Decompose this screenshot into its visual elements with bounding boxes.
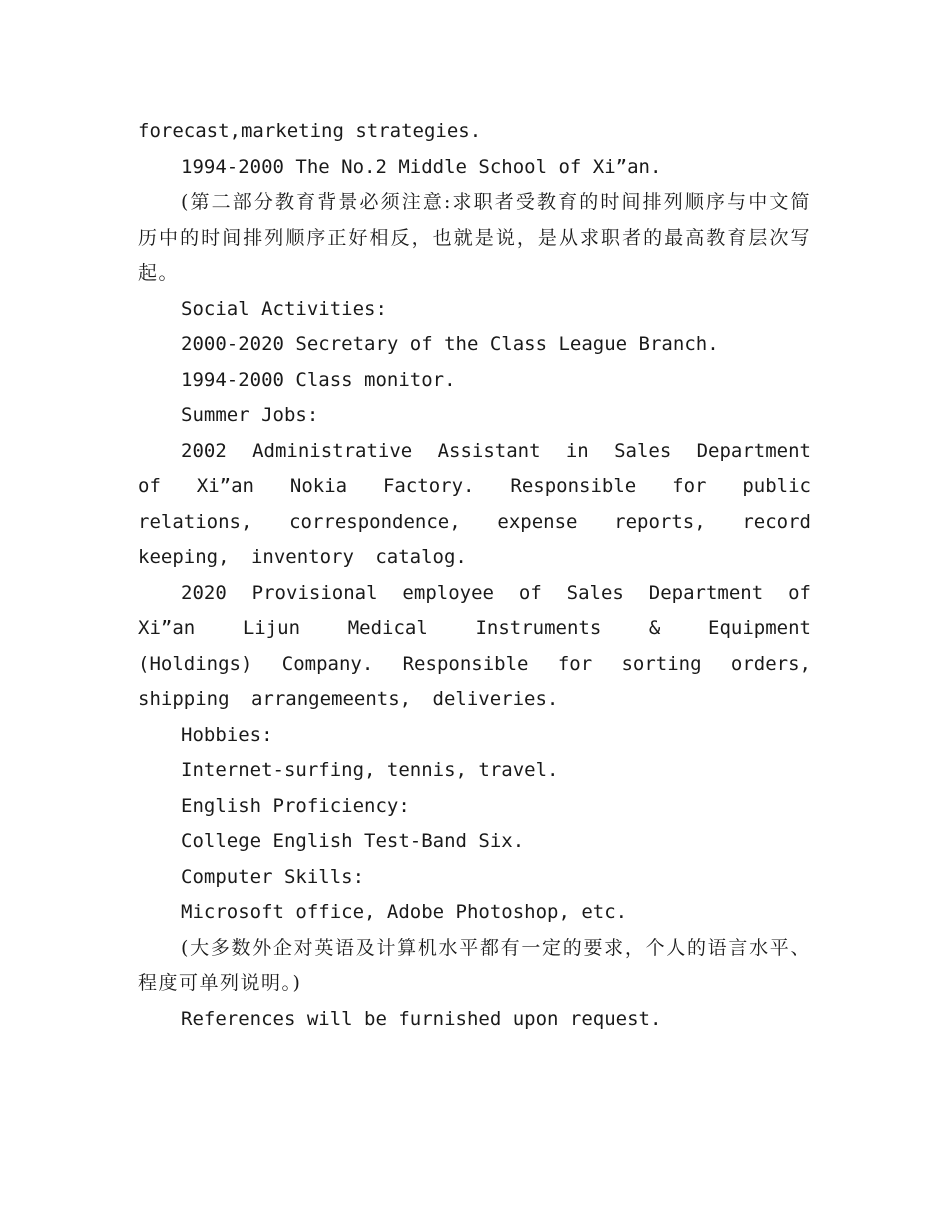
- computer-skills-heading: Computer Skills:: [181, 865, 365, 888]
- marketing-line: forecast,marketing strategies.: [138, 120, 482, 142]
- computer-skills-value: Microsoft office, Adobe Photoshop, etc.: [181, 901, 628, 923]
- english-proficiency-heading: English Proficiency:: [181, 794, 410, 817]
- english-proficiency-value: College English Test-Band Six.: [181, 830, 525, 852]
- hobbies-heading: Hobbies:: [181, 723, 273, 746]
- resume-body: [138, 114, 811, 1037]
- hobbies-list: Internet-surfing, tennis, travel.: [181, 759, 559, 781]
- references-line: References will be furnished upon request.: [181, 1007, 662, 1030]
- social-activity-monitor: 1994-2000 Class monitor.: [181, 368, 456, 391]
- social-activities-heading: Social Activities:: [181, 297, 387, 320]
- summer-job-nokia: 2002 Administrative Assistant in Sales Department of Xi”an Nokia Factory. Responsible for public relations, correspondence, expense reports, record keeping, inventory catalog.: [138, 439, 811, 568]
- education-middle-school: 1994-2000 The No.2 Middle School of Xi”an.: [181, 155, 662, 178]
- summer-job-lijun: 2020 Provisional employee of Sales Department of Xi”an Lijun Medical Instruments & Equipment (Holdings) Company. Responsible for sorting orders, shipping arrangemeents, deliveries.: [138, 581, 811, 710]
- social-activity-secretary: 2000-2020 Secretary of the Class League Branch.: [181, 333, 719, 355]
- summer-jobs-heading: Summer Jobs:: [181, 404, 319, 426]
- education-note: (第二部分教育背景必须注意:求职者受教育的时间排列顺序与中文简历中的时间排列顺序正好相反，也就是说，是从求职者的最高教育层次写起。: [138, 191, 811, 284]
- language-note: (大多数外企对英语及计算机水平都有一定的要求，个人的语言水平、程度可单列说明。): [138, 936, 811, 994]
